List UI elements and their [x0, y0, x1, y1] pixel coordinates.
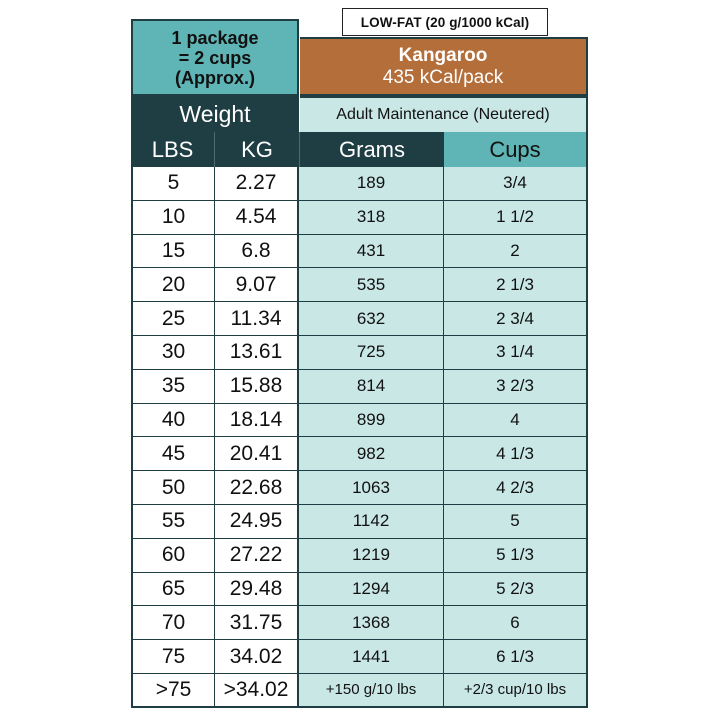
grams-cell: 1368 [299, 606, 444, 640]
lbs-cell: 30 [131, 336, 215, 370]
maintenance-header: Adult Maintenance (Neutered) [300, 96, 588, 132]
grams-cell: 814 [299, 370, 444, 404]
lbs-cell: 45 [131, 437, 215, 471]
table-row [131, 167, 588, 201]
kg-cell: 13.61 [215, 336, 299, 370]
grams-cell: 1142 [299, 505, 444, 539]
table-row [131, 302, 588, 336]
grams-cell: 982 [299, 437, 444, 471]
table-row [131, 674, 588, 708]
table-row [131, 471, 588, 505]
table-row [131, 201, 588, 235]
grams-cell: 1219 [299, 539, 444, 573]
low-fat-label: LOW-FAT (20 g/1000 kCal) [342, 8, 548, 36]
cups-cell: 2 [444, 235, 588, 269]
grams-cell: 431 [299, 235, 444, 269]
package-line-1: 1 package [171, 27, 259, 48]
cups-cell: 6 1/3 [444, 640, 588, 674]
kg-column-header: KG [215, 132, 299, 167]
kg-cell: 6.8 [215, 235, 299, 269]
cups-cell: 3 2/3 [444, 370, 588, 404]
kg-cell: >34.02 [215, 674, 299, 708]
cups-cell: 3 1/4 [444, 336, 588, 370]
kg-cell: 22.68 [215, 471, 299, 505]
package-line-3: (Approx.) [175, 67, 255, 88]
kg-cell: 29.48 [215, 573, 299, 607]
lbs-cell: >75 [131, 674, 215, 708]
product-name: Kangaroo [398, 44, 488, 66]
lbs-cell: 25 [131, 302, 215, 336]
lbs-cell: 40 [131, 404, 215, 438]
kg-cell: 20.41 [215, 437, 299, 471]
kg-cell: 9.07 [215, 268, 299, 302]
cups-cell: 2 1/3 [444, 268, 588, 302]
table-row [131, 235, 588, 269]
lbs-column-header: LBS [131, 132, 215, 167]
table-row [131, 404, 588, 438]
cups-cell: 4 1/3 [444, 437, 588, 471]
kg-cell: 18.14 [215, 404, 299, 438]
lbs-cell: 65 [131, 573, 215, 607]
lbs-cell: 50 [131, 471, 215, 505]
grams-cell: 725 [299, 336, 444, 370]
cups-cell: 5 1/3 [444, 539, 588, 573]
grams-cell: 1441 [299, 640, 444, 674]
grams-cell: +150 g/10 lbs [299, 674, 444, 708]
table-row [131, 336, 588, 370]
cups-cell: 1 1/2 [444, 201, 588, 235]
table-row [131, 370, 588, 404]
kg-cell: 15.88 [215, 370, 299, 404]
kg-cell: 4.54 [215, 201, 299, 235]
lbs-cell: 15 [131, 235, 215, 269]
cups-cell: +2/3 cup/10 lbs [444, 674, 588, 708]
package-line-2: = 2 cups [178, 47, 252, 68]
kg-cell: 27.22 [215, 539, 299, 573]
cups-cell: 4 [444, 404, 588, 438]
kg-cell: 24.95 [215, 505, 299, 539]
table-row [131, 505, 588, 539]
feeding-table-body [131, 167, 588, 708]
grams-cell: 535 [299, 268, 444, 302]
cups-cell: 5 2/3 [444, 573, 588, 607]
product-header [300, 37, 588, 96]
lbs-cell: 35 [131, 370, 215, 404]
kg-cell: 2.27 [215, 167, 299, 201]
kg-cell: 34.02 [215, 640, 299, 674]
cups-cell: 2 3/4 [444, 302, 588, 336]
lbs-cell: 5 [131, 167, 215, 201]
cups-cell: 3/4 [444, 167, 588, 201]
grams-cell: 632 [299, 302, 444, 336]
grams-column-header: Grams [299, 132, 444, 167]
lbs-cell: 75 [131, 640, 215, 674]
weight-header: Weight [131, 96, 299, 132]
product-kcal: 435 kCal/pack [382, 66, 504, 88]
lbs-cell: 70 [131, 606, 215, 640]
lbs-cell: 10 [131, 201, 215, 235]
lbs-cell: 55 [131, 505, 215, 539]
cups-cell: 4 2/3 [444, 471, 588, 505]
table-row [131, 268, 588, 302]
table-row [131, 606, 588, 640]
cups-cell: 6 [444, 606, 588, 640]
table-row [131, 573, 588, 607]
grams-cell: 318 [299, 201, 444, 235]
package-info [131, 19, 299, 96]
grams-cell: 1063 [299, 471, 444, 505]
table-row [131, 539, 588, 573]
column-headers [131, 132, 588, 167]
kg-cell: 31.75 [215, 606, 299, 640]
cups-cell: 5 [444, 505, 588, 539]
kg-cell: 11.34 [215, 302, 299, 336]
grams-cell: 189 [299, 167, 444, 201]
table-row [131, 437, 588, 471]
grams-cell: 1294 [299, 573, 444, 607]
table-row [131, 640, 588, 674]
grams-cell: 899 [299, 404, 444, 438]
cups-column-header: Cups [444, 132, 588, 167]
lbs-cell: 60 [131, 539, 215, 573]
lbs-cell: 20 [131, 268, 215, 302]
